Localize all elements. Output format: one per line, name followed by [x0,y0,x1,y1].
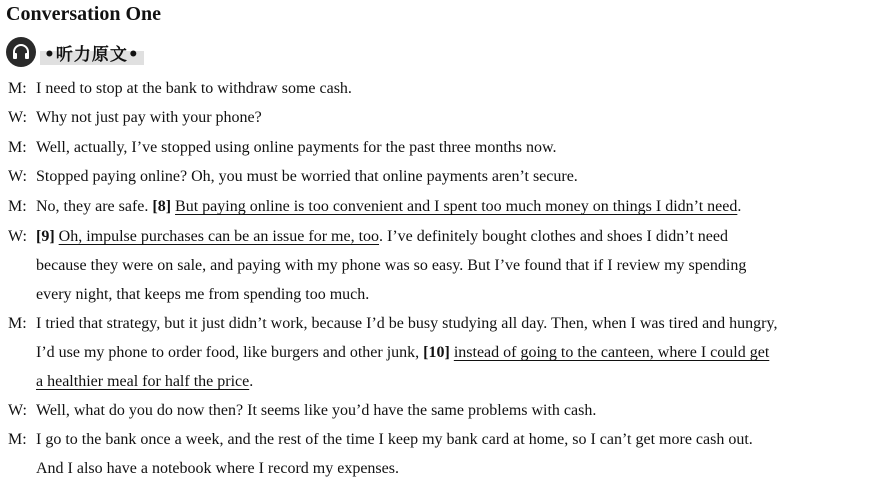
question-tag: [10] [423,344,450,361]
line-text: I need to stop at the bank to withdraw some cash. [36,80,352,97]
line-text-after: . [737,198,742,215]
answer-underline: a healthier meal for half the price [36,373,250,390]
line-text: I’d use my phone to order food, like burgers and other junk, [36,344,424,361]
speaker-label: M: [8,139,27,156]
speaker-label: M: [8,198,27,215]
speaker-label: W: [8,168,27,185]
line-text-after: . [249,373,254,390]
line-text-after: . I’ve definitely bought clothes and shoes I didn’t need [379,228,728,245]
speaker-label: M: [8,315,27,332]
line-text: I go to the bank once a week, and the rest of the time I keep my bank card at home, so I can’t get more cash out. [36,431,753,448]
dialogue-continuation: And I also have a notebook where I record my expenses. [36,460,399,477]
speaker-label: M: [8,431,27,448]
dialogue-line [8,139,557,157]
page-title: Conversation One [6,3,161,25]
dialogue-line [8,431,753,449]
dialogue-continuation: every night, that keeps me from spending too much. [36,286,370,303]
dialogue-continuation [36,373,253,391]
headphones-icon [6,37,36,67]
line-text: I tried that strategy, but it just didn’t work, because I’d be busy studying all day. Then, when I was tired and hungry, [36,315,778,332]
question-tag: [9] [36,228,55,245]
section-header [6,37,144,67]
dialogue-line [8,80,352,98]
dialogue-line [8,228,728,246]
answer-underline: Oh, impulse purchases can be an issue for me, too [58,228,380,245]
dialogue-line [8,168,578,186]
dialogue-line [8,198,741,216]
dialogue-continuation [36,344,769,362]
line-text: Why not just pay with your phone? [36,109,262,126]
speaker-label: M: [8,80,27,97]
question-tag: [8] [152,198,172,215]
speaker-label: W: [8,402,27,419]
dialogue-line [8,109,262,127]
line-text: No, they are safe. [36,198,153,215]
line-text: Well, actually, I’ve stopped using online payments for the past three months now. [36,139,557,156]
speaker-label: W: [8,109,27,126]
dialogue-continuation: because they were on sale, and paying with my phone was so easy. But I’ve found that if I review my spending [36,257,747,274]
answer-underline: But paying online is too convenient and I spent too much money on things I didn’t need [175,198,738,215]
line-text: Well, what do you do now then? It seems like you’d have the same problems with cash. [36,402,597,419]
dialogue-line [8,315,777,333]
section-label: •听力原文• [40,40,144,65]
line-text: Stopped paying online? Oh, you must be worried that online payments aren’t secure. [36,168,578,185]
speaker-label: W: [8,228,27,245]
answer-underline: instead of going to the canteen, where I could get [453,344,770,361]
dialogue-line [8,402,596,420]
